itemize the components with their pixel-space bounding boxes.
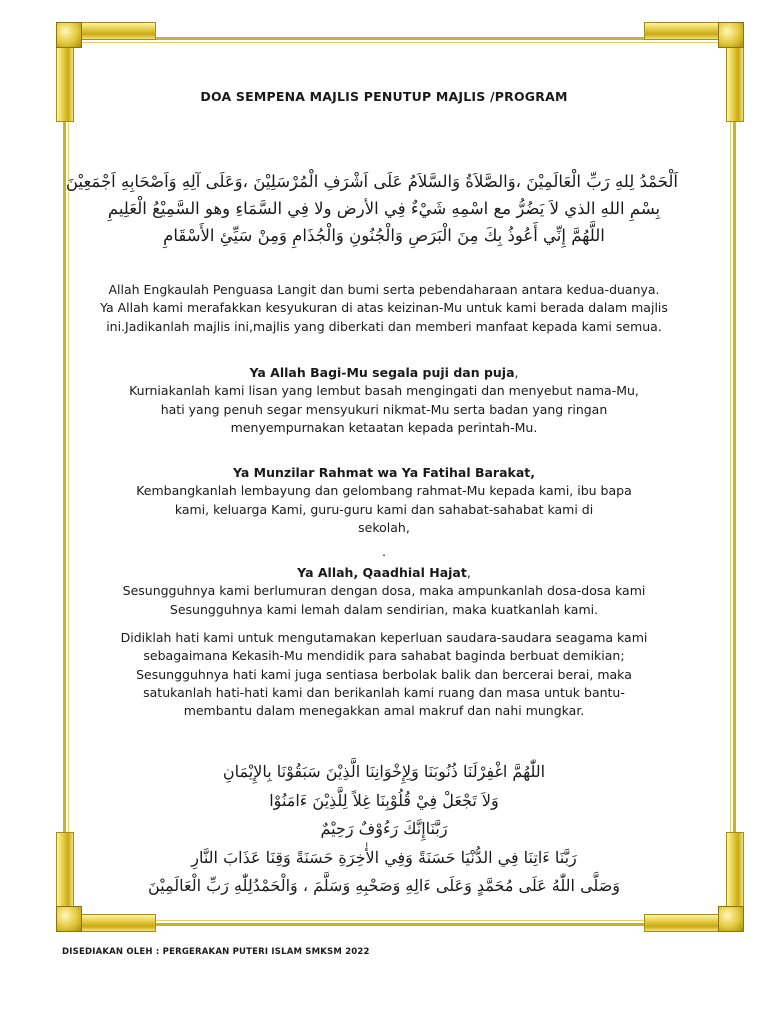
text-line: Sesungguhnya kami berlumuran dengan dosa, maka ampunkanlah dosa-dosa kami <box>122 583 646 599</box>
arabic-line: وَصَلَّى اللّٰهُ عَلَى مُحَمَّدٍ وَعَلَى ءَالِهِ وَصَحْبِهِ وَسَلَّمَ ، وَالْحَمْدُلِلّٰهِ رَبِّ الْعَالَمِيْنَ <box>147 876 621 895</box>
prepared-by-footer: DISEDIAKAN OLEH : PERGERAKAN PUTERI ISLAM SMKSM 2022 <box>62 947 370 957</box>
document-title: DOA SEMPENA MAJLIS PENUTUP MAJLIS /PROGRAM <box>200 89 568 104</box>
arabic-closing-prayer <box>90 758 678 901</box>
text-line: ini.Jadikanlah majlis ini,majlis yang diberkati dan memberi manfaat kepada kami semua. <box>106 318 662 334</box>
text-line: sebagaimana Kekasih-Mu mendidik para sahabat baginda berbuat demikian; <box>143 648 625 664</box>
text-line: kami, keluarga Kami, guru-guru kami dan sahabat-sahabat kami di <box>174 501 594 517</box>
heading-punct: , <box>466 565 471 580</box>
text-line: Sesungguhnya kami lemah dalam sendirian, maka kuatkanlah kami. <box>169 601 599 617</box>
text-line: hati yang penuh segar mensyukuri nikmat-Mu serta badan yang ringan <box>160 401 608 417</box>
heading-punct: , <box>514 365 519 380</box>
text-line: Ya Allah kami merafakkan kesyukuran di atas keizinan-Mu untuk kami berada dalam majlis <box>100 300 668 316</box>
arabic-line: اللَّهُمَّ إِنِّي أَعُوذُ بِكَ مِنَ الْبَرَصِ وَالْجُنُونِ وَالْجُذَامِ وَمِنْ سَيِّئِ الأَسْقَامِ <box>163 226 605 245</box>
arabic-opening-prayer <box>65 168 678 249</box>
corner-ornament-top-left <box>56 22 156 122</box>
arabic-line: اللّٰهُمَّ اغْفِرْلَنَا ذُنُوبَنَا وَلِإِخْوَانِنَا الَّذِيْنَ سَبَقُوْنَا بِالإِيْمَانِ <box>222 762 546 781</box>
stray-dot: . <box>382 545 386 559</box>
text-line: membantu dalam menegakkan amal makruf dan nahi mungkar. <box>183 703 585 719</box>
text-line: menyempurnakan ketaatan kepada perintah-Mu. <box>230 419 538 435</box>
text-line: sekolah, <box>358 519 410 535</box>
intro-paragraph <box>90 281 678 336</box>
arabic-line: بِسْمِ اللهِ الذي لاَ يَضُرُّ مع اسْمِهِ شَيْءٌ فِي الأرض ولا فِي السَّمَاءِ وهو السَّمِيْعُ الْعَلِيمِ <box>107 199 661 218</box>
section-heading: Ya Munzilar Rahmat wa Ya Fatihal Barakat, <box>232 465 535 480</box>
arabic-line: وَلاَ تَجْعَلْ فِيْ قُلُوْبِنَا غِلاً لِلَّذِيْنَ ءَامَنُوْا <box>269 790 499 810</box>
hajat-section <box>90 564 678 619</box>
section-heading <box>90 364 678 382</box>
text-line: Sesungguhnya hati kami juga sentiasa berbolak balik dan bercerai berai, maka <box>136 666 632 682</box>
arabic-line: رَبَّنَاإِنَّكَ رَءُوْفٌ رَحِيْمٌ <box>320 819 448 838</box>
arabic-line: اَلْحَمْدُ لِلهِ رَبِّ الْعَالَمِيْنَ ،وَالصَّلاَةُ وَالسَّلاَمُ عَلَى اَشْرَفِ الْمُرْسَلِيْنَ ،وَعَلَى آلِهِ وَاَصْحَابِهِ اَجْمَعِيْنَ <box>65 172 678 191</box>
heading-text: Ya Allah Bagi-Mu segala puji dan puja <box>249 365 515 380</box>
section-heading <box>90 564 678 582</box>
rahmat-section <box>90 464 678 537</box>
corner-ornament-top-right <box>644 22 744 122</box>
arabic-line: رَبَّنَا ءَاتِنَا فِي الدُّنْيَا حَسَنَةً وَفِي الأٰخِرَةِ حَسَنَةً وَقِنَا عَذَابَ النَّارِ <box>191 847 577 867</box>
text-line: Allah Engkaulah Penguasa Langit dan bumi serta pebendaharaan antara kedua-duanya. <box>108 282 660 297</box>
heading-text: Ya Allah, Qaadhial Hajat <box>297 565 467 580</box>
unity-paragraph <box>90 629 678 720</box>
praise-section <box>90 364 678 437</box>
text-line: satukanlah hati-hati kami dan berikanlah kami ruang dan masa untuk bantu- <box>143 684 625 700</box>
text-line: Kurniakanlah kami lisan yang lembut basah mengingati dan menyebut nama-Mu, <box>129 383 639 399</box>
text-line: Didiklah hati kami untuk mengutamakan keperluan saudara-saudara seagama kami <box>120 630 648 645</box>
text-line: Kembangkanlah lembayung dan gelombang rahmat-Mu kepada kami, ibu bapa <box>136 483 632 499</box>
